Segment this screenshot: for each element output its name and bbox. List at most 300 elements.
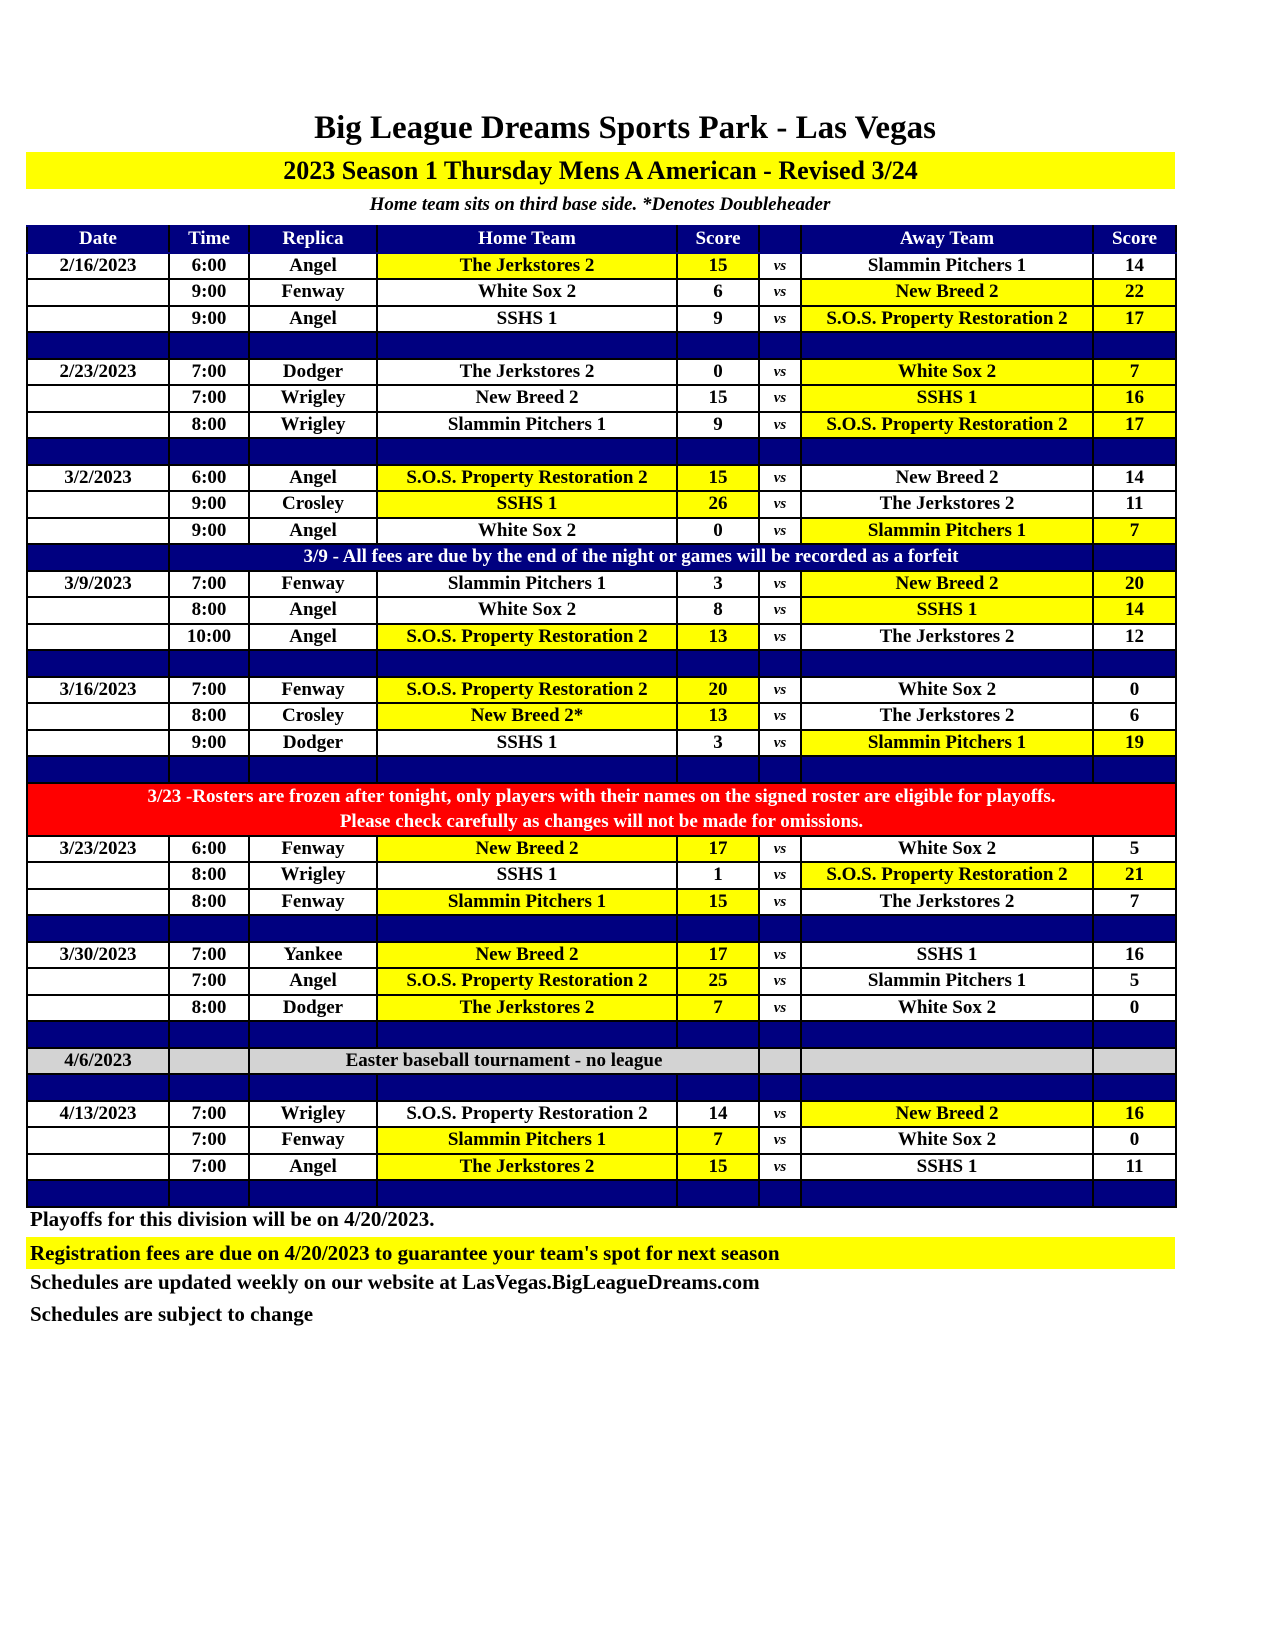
header-replica: Replica bbox=[249, 226, 377, 253]
vs-label: vs bbox=[759, 518, 801, 545]
home-score: 15 bbox=[677, 1154, 759, 1181]
away-team: SSHS 1 bbox=[801, 1154, 1093, 1181]
game-time: 9:00 bbox=[169, 491, 249, 518]
home-team: White Sox 2 bbox=[377, 597, 677, 624]
away-team: S.O.S. Property Restoration 2 bbox=[801, 306, 1093, 333]
game-replica: Fenway bbox=[249, 1127, 377, 1154]
game-time: 8:00 bbox=[169, 889, 249, 916]
game-row bbox=[27, 1127, 1176, 1154]
game-time: 7:00 bbox=[169, 385, 249, 412]
week-separator bbox=[27, 1180, 1176, 1207]
away-score: 14 bbox=[1093, 597, 1176, 624]
game-date bbox=[27, 889, 169, 916]
separator-cell bbox=[169, 438, 249, 465]
away-score: 22 bbox=[1093, 279, 1176, 306]
website-note: Schedules are updated weekly on our website at LasVegas.BigLeagueDreams.com bbox=[30, 1270, 760, 1294]
table-header bbox=[27, 226, 1176, 253]
week-separator bbox=[27, 650, 1176, 677]
game-time: 9:00 bbox=[169, 518, 249, 545]
game-time: 8:00 bbox=[169, 862, 249, 889]
separator-cell bbox=[759, 438, 801, 465]
game-date bbox=[27, 1127, 169, 1154]
game-time: 10:00 bbox=[169, 624, 249, 651]
game-replica: Wrigley bbox=[249, 1101, 377, 1128]
vs-label: vs bbox=[759, 597, 801, 624]
game-date bbox=[27, 730, 169, 757]
vs-label: vs bbox=[759, 1127, 801, 1154]
home-score: 20 bbox=[677, 677, 759, 704]
separator-cell bbox=[27, 1021, 169, 1048]
home-team-note: Home team sits on third base side. *Denotes Doubleheader bbox=[369, 194, 831, 215]
separator-cell bbox=[801, 438, 1093, 465]
game-replica: Dodger bbox=[249, 730, 377, 757]
home-score: 17 bbox=[677, 942, 759, 969]
game-date bbox=[27, 862, 169, 889]
game-time: 7:00 bbox=[169, 1101, 249, 1128]
empty-cell bbox=[759, 1048, 801, 1075]
separator-cell bbox=[677, 1180, 759, 1207]
vs-label: vs bbox=[759, 465, 801, 492]
away-team: Slammin Pitchers 1 bbox=[801, 968, 1093, 995]
separator-cell bbox=[1093, 650, 1176, 677]
game-time: 8:00 bbox=[169, 995, 249, 1022]
game-date bbox=[27, 279, 169, 306]
header-home-team: Home Team bbox=[377, 226, 677, 253]
separator-cell bbox=[677, 1074, 759, 1101]
vs-label: vs bbox=[759, 1154, 801, 1181]
away-score: 16 bbox=[1093, 385, 1176, 412]
change-note: Schedules are subject to change bbox=[30, 1302, 314, 1326]
separator-cell bbox=[249, 915, 377, 942]
game-date bbox=[27, 306, 169, 333]
home-score: 7 bbox=[677, 995, 759, 1022]
home-score: 13 bbox=[677, 703, 759, 730]
header-away-score: Score bbox=[1093, 226, 1176, 253]
game-date: 2/16/2023 bbox=[27, 253, 169, 280]
header-date: Date bbox=[27, 226, 169, 253]
away-score: 11 bbox=[1093, 1154, 1176, 1181]
no-league-text: Easter baseball tournament - no league bbox=[249, 1048, 759, 1075]
game-replica: Crosley bbox=[249, 491, 377, 518]
home-score: 15 bbox=[677, 385, 759, 412]
vs-label: vs bbox=[759, 677, 801, 704]
home-score: 15 bbox=[677, 889, 759, 916]
roster-notice-row bbox=[27, 783, 1176, 836]
home-score: 6 bbox=[677, 279, 759, 306]
home-team: New Breed 2* bbox=[377, 703, 677, 730]
playoffs-note: Playoffs for this division will be on 4/20/2023. bbox=[30, 1207, 435, 1231]
separator-cell bbox=[249, 1021, 377, 1048]
separator-cell bbox=[377, 756, 677, 783]
fee-notice: 3/9 - All fees are due by the end of the night or games will be recorded as a forfeit bbox=[169, 544, 1093, 571]
vs-label: vs bbox=[759, 359, 801, 386]
separator-cell bbox=[759, 1021, 801, 1048]
game-date bbox=[27, 385, 169, 412]
week-separator bbox=[27, 1021, 1176, 1048]
home-team: S.O.S. Property Restoration 2 bbox=[377, 624, 677, 651]
game-replica: Wrigley bbox=[249, 412, 377, 439]
game-replica: Angel bbox=[249, 465, 377, 492]
separator-cell bbox=[249, 332, 377, 359]
home-score: 1 bbox=[677, 862, 759, 889]
away-score: 17 bbox=[1093, 412, 1176, 439]
game-row bbox=[27, 703, 1176, 730]
game-row bbox=[27, 306, 1176, 333]
separator-cell bbox=[1093, 915, 1176, 942]
home-score: 9 bbox=[677, 306, 759, 333]
away-team: The Jerkstores 2 bbox=[801, 624, 1093, 651]
separator-cell bbox=[169, 650, 249, 677]
vs-label: vs bbox=[759, 703, 801, 730]
separator-cell bbox=[759, 915, 801, 942]
game-row bbox=[27, 279, 1176, 306]
game-time: 7:00 bbox=[169, 571, 249, 598]
game-date: 4/6/2023 bbox=[27, 1048, 169, 1075]
separator-cell bbox=[801, 756, 1093, 783]
away-team: New Breed 2 bbox=[801, 1101, 1093, 1128]
game-row bbox=[27, 836, 1176, 863]
game-row bbox=[27, 253, 1176, 280]
no-league-row bbox=[27, 1048, 1176, 1075]
separator-cell bbox=[249, 438, 377, 465]
home-team: Slammin Pitchers 1 bbox=[377, 1127, 677, 1154]
game-date bbox=[27, 1154, 169, 1181]
vs-label: vs bbox=[759, 624, 801, 651]
separator-cell bbox=[677, 438, 759, 465]
game-date: 3/23/2023 bbox=[27, 836, 169, 863]
game-date bbox=[27, 518, 169, 545]
separator-cell bbox=[377, 1074, 677, 1101]
away-team: White Sox 2 bbox=[801, 359, 1093, 386]
game-replica: Fenway bbox=[249, 889, 377, 916]
away-score: 19 bbox=[1093, 730, 1176, 757]
vs-label: vs bbox=[759, 491, 801, 518]
separator-cell bbox=[27, 756, 169, 783]
week-separator bbox=[27, 438, 1176, 465]
game-date: 3/16/2023 bbox=[27, 677, 169, 704]
separator-cell bbox=[801, 1180, 1093, 1207]
separator-cell bbox=[1093, 438, 1176, 465]
away-score: 6 bbox=[1093, 703, 1176, 730]
game-time: 7:00 bbox=[169, 359, 249, 386]
game-replica: Angel bbox=[249, 253, 377, 280]
vs-label: vs bbox=[759, 306, 801, 333]
game-time: 9:00 bbox=[169, 279, 249, 306]
away-team: White Sox 2 bbox=[801, 995, 1093, 1022]
vs-label: vs bbox=[759, 942, 801, 969]
game-row bbox=[27, 465, 1176, 492]
home-score: 26 bbox=[677, 491, 759, 518]
separator-cell bbox=[1093, 332, 1176, 359]
game-date: 3/30/2023 bbox=[27, 942, 169, 969]
away-team: The Jerkstores 2 bbox=[801, 889, 1093, 916]
home-team: SSHS 1 bbox=[377, 862, 677, 889]
game-replica: Angel bbox=[249, 1154, 377, 1181]
away-team: White Sox 2 bbox=[801, 677, 1093, 704]
game-row bbox=[27, 518, 1176, 545]
game-time: 6:00 bbox=[169, 253, 249, 280]
game-time: 9:00 bbox=[169, 306, 249, 333]
separator-cell bbox=[169, 756, 249, 783]
away-team: The Jerkstores 2 bbox=[801, 491, 1093, 518]
separator-cell bbox=[801, 1021, 1093, 1048]
game-replica: Angel bbox=[249, 597, 377, 624]
schedule-table bbox=[26, 225, 1177, 1208]
game-date bbox=[27, 968, 169, 995]
separator-cell bbox=[27, 650, 169, 677]
away-team: Slammin Pitchers 1 bbox=[801, 518, 1093, 545]
game-date bbox=[27, 412, 169, 439]
vs-label: vs bbox=[759, 412, 801, 439]
home-team: S.O.S. Property Restoration 2 bbox=[377, 968, 677, 995]
separator-cell bbox=[759, 332, 801, 359]
vs-label: vs bbox=[759, 385, 801, 412]
away-team: SSHS 1 bbox=[801, 597, 1093, 624]
home-score: 17 bbox=[677, 836, 759, 863]
home-score: 15 bbox=[677, 253, 759, 280]
separator-cell bbox=[759, 650, 801, 677]
separator-cell bbox=[801, 650, 1093, 677]
separator-cell bbox=[801, 915, 1093, 942]
game-replica: Crosley bbox=[249, 703, 377, 730]
vs-label: vs bbox=[759, 571, 801, 598]
separator-cell bbox=[27, 1074, 169, 1101]
vs-label: vs bbox=[759, 836, 801, 863]
week-separator bbox=[27, 332, 1176, 359]
game-replica: Fenway bbox=[249, 836, 377, 863]
game-row bbox=[27, 571, 1176, 598]
empty-cell bbox=[1093, 1048, 1176, 1075]
home-team: White Sox 2 bbox=[377, 279, 677, 306]
separator-cell bbox=[249, 1074, 377, 1101]
separator-cell bbox=[759, 756, 801, 783]
game-replica: Fenway bbox=[249, 279, 377, 306]
separator-cell bbox=[1093, 1074, 1176, 1101]
home-score: 13 bbox=[677, 624, 759, 651]
vs-label: vs bbox=[759, 889, 801, 916]
game-time: 7:00 bbox=[169, 942, 249, 969]
game-row bbox=[27, 677, 1176, 704]
game-row bbox=[27, 1101, 1176, 1128]
game-row bbox=[27, 995, 1176, 1022]
game-time: 7:00 bbox=[169, 968, 249, 995]
home-team: New Breed 2 bbox=[377, 942, 677, 969]
away-team: S.O.S. Property Restoration 2 bbox=[801, 862, 1093, 889]
game-time: 8:00 bbox=[169, 703, 249, 730]
separator-cell bbox=[677, 650, 759, 677]
game-replica: Dodger bbox=[249, 359, 377, 386]
home-score: 0 bbox=[677, 359, 759, 386]
game-time: 9:00 bbox=[169, 730, 249, 757]
home-team: S.O.S. Property Restoration 2 bbox=[377, 677, 677, 704]
game-time: 8:00 bbox=[169, 412, 249, 439]
game-date bbox=[27, 491, 169, 518]
away-score: 0 bbox=[1093, 995, 1176, 1022]
home-team: Slammin Pitchers 1 bbox=[377, 412, 677, 439]
away-score: 16 bbox=[1093, 1101, 1176, 1128]
separator-cell bbox=[169, 1180, 249, 1207]
game-row bbox=[27, 624, 1176, 651]
separator-cell bbox=[1093, 1180, 1176, 1207]
game-date bbox=[27, 703, 169, 730]
game-row bbox=[27, 385, 1176, 412]
away-score: 0 bbox=[1093, 677, 1176, 704]
game-time: 6:00 bbox=[169, 836, 249, 863]
away-score: 21 bbox=[1093, 862, 1176, 889]
home-score: 3 bbox=[677, 571, 759, 598]
away-score: 7 bbox=[1093, 889, 1176, 916]
separator-cell bbox=[801, 1074, 1093, 1101]
game-row bbox=[27, 1154, 1176, 1181]
game-replica: Angel bbox=[249, 968, 377, 995]
header-home-score: Score bbox=[677, 226, 759, 253]
empty-cell bbox=[169, 1048, 249, 1075]
game-replica: Wrigley bbox=[249, 385, 377, 412]
home-team: Slammin Pitchers 1 bbox=[377, 889, 677, 916]
vs-label: vs bbox=[759, 1101, 801, 1128]
separator-cell bbox=[759, 1180, 801, 1207]
empty-cell bbox=[801, 1048, 1093, 1075]
away-score: 7 bbox=[1093, 359, 1176, 386]
away-score: 14 bbox=[1093, 253, 1176, 280]
header-vs bbox=[759, 226, 801, 253]
separator-cell bbox=[27, 438, 169, 465]
home-team: The Jerkstores 2 bbox=[377, 995, 677, 1022]
separator-cell bbox=[677, 915, 759, 942]
home-team: SSHS 1 bbox=[377, 730, 677, 757]
away-score: 16 bbox=[1093, 942, 1176, 969]
separator-cell bbox=[249, 650, 377, 677]
away-team: S.O.S. Property Restoration 2 bbox=[801, 412, 1093, 439]
home-team: New Breed 2 bbox=[377, 836, 677, 863]
game-row bbox=[27, 862, 1176, 889]
roster-notice-line2: Please check carefully as changes will not be made for omissions. bbox=[339, 811, 864, 832]
game-date: 3/2/2023 bbox=[27, 465, 169, 492]
home-team: SSHS 1 bbox=[377, 491, 677, 518]
game-date: 2/23/2023 bbox=[27, 359, 169, 386]
separator-cell bbox=[27, 1180, 169, 1207]
vs-label: vs bbox=[759, 279, 801, 306]
separator-cell bbox=[801, 332, 1093, 359]
game-date: 3/9/2023 bbox=[27, 571, 169, 598]
home-team: New Breed 2 bbox=[377, 385, 677, 412]
separator-cell bbox=[1093, 1021, 1176, 1048]
vs-label: vs bbox=[759, 253, 801, 280]
separator-cell bbox=[759, 1074, 801, 1101]
page-title: Big League Dreams Sports Park - Las Vegas bbox=[314, 110, 936, 146]
away-team: White Sox 2 bbox=[801, 836, 1093, 863]
game-time: 6:00 bbox=[169, 465, 249, 492]
away-score: 0 bbox=[1093, 1127, 1176, 1154]
game-date: 4/13/2023 bbox=[27, 1101, 169, 1128]
separator-cell bbox=[1093, 544, 1176, 571]
game-row bbox=[27, 968, 1176, 995]
separator-cell bbox=[27, 544, 169, 571]
home-score: 15 bbox=[677, 465, 759, 492]
away-score: 12 bbox=[1093, 624, 1176, 651]
separator-cell bbox=[377, 915, 677, 942]
game-row bbox=[27, 889, 1176, 916]
game-row bbox=[27, 359, 1176, 386]
separator-cell bbox=[377, 1180, 677, 1207]
home-team: S.O.S. Property Restoration 2 bbox=[377, 465, 677, 492]
game-time: 7:00 bbox=[169, 1127, 249, 1154]
game-row bbox=[27, 730, 1176, 757]
home-score: 3 bbox=[677, 730, 759, 757]
roster-notice-line1: 3/23 -Rosters are frozen after tonight, only players with their names on the signed roster are eligible for playoffs. bbox=[147, 786, 1056, 807]
game-replica: Wrigley bbox=[249, 862, 377, 889]
vs-label: vs bbox=[759, 995, 801, 1022]
separator-cell bbox=[249, 756, 377, 783]
home-team: S.O.S. Property Restoration 2 bbox=[377, 1101, 677, 1128]
away-team: New Breed 2 bbox=[801, 571, 1093, 598]
home-team: White Sox 2 bbox=[377, 518, 677, 545]
separator-cell bbox=[377, 438, 677, 465]
home-score: 25 bbox=[677, 968, 759, 995]
separator-cell bbox=[377, 332, 677, 359]
game-time: 7:00 bbox=[169, 677, 249, 704]
away-team: White Sox 2 bbox=[801, 1127, 1093, 1154]
game-date bbox=[27, 597, 169, 624]
away-score: 7 bbox=[1093, 518, 1176, 545]
game-date bbox=[27, 995, 169, 1022]
vs-label: vs bbox=[759, 730, 801, 757]
home-score: 8 bbox=[677, 597, 759, 624]
away-team: New Breed 2 bbox=[801, 465, 1093, 492]
away-score: 17 bbox=[1093, 306, 1176, 333]
away-score: 11 bbox=[1093, 491, 1176, 518]
away-team: SSHS 1 bbox=[801, 942, 1093, 969]
game-date bbox=[27, 624, 169, 651]
separator-cell bbox=[1093, 756, 1176, 783]
separator-cell bbox=[169, 1021, 249, 1048]
game-replica: Dodger bbox=[249, 995, 377, 1022]
home-score: 9 bbox=[677, 412, 759, 439]
fee-notice-row bbox=[27, 544, 1176, 571]
home-score: 14 bbox=[677, 1101, 759, 1128]
home-team: SSHS 1 bbox=[377, 306, 677, 333]
separator-cell bbox=[169, 915, 249, 942]
separator-cell bbox=[377, 650, 677, 677]
game-replica: Fenway bbox=[249, 571, 377, 598]
away-team: The Jerkstores 2 bbox=[801, 703, 1093, 730]
schedule-subtitle: 2023 Season 1 Thursday Mens A American - Revised 3/24 bbox=[26, 152, 1175, 189]
game-replica: Angel bbox=[249, 518, 377, 545]
home-score: 0 bbox=[677, 518, 759, 545]
separator-cell bbox=[249, 1180, 377, 1207]
header-time: Time bbox=[169, 226, 249, 253]
home-score: 7 bbox=[677, 1127, 759, 1154]
away-score: 5 bbox=[1093, 836, 1176, 863]
away-team: SSHS 1 bbox=[801, 385, 1093, 412]
home-team: The Jerkstores 2 bbox=[377, 1154, 677, 1181]
roster-notice bbox=[27, 783, 1176, 836]
away-score: 20 bbox=[1093, 571, 1176, 598]
separator-cell bbox=[27, 332, 169, 359]
game-time: 8:00 bbox=[169, 597, 249, 624]
game-time: 7:00 bbox=[169, 1154, 249, 1181]
game-row bbox=[27, 597, 1176, 624]
game-replica: Yankee bbox=[249, 942, 377, 969]
away-team: Slammin Pitchers 1 bbox=[801, 730, 1093, 757]
separator-cell bbox=[677, 1021, 759, 1048]
game-row bbox=[27, 491, 1176, 518]
separator-cell bbox=[677, 756, 759, 783]
separator-cell bbox=[169, 332, 249, 359]
separator-cell bbox=[677, 332, 759, 359]
week-separator bbox=[27, 915, 1176, 942]
home-team: The Jerkstores 2 bbox=[377, 359, 677, 386]
